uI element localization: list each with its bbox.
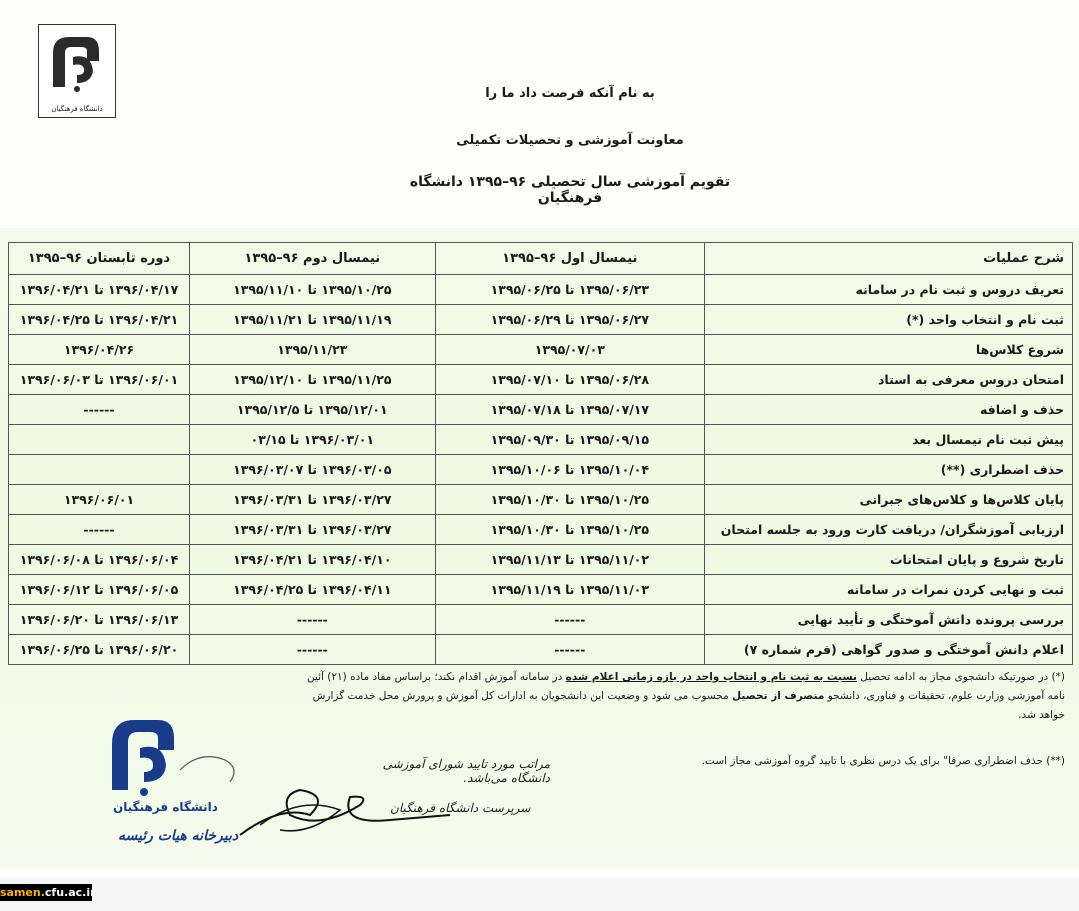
cell-semester1: ------: [435, 605, 704, 635]
cell-summer: ۱۳۹۶/۰۴/۲۱ تا ۱۳۹۶/۰۴/۲۵: [9, 305, 190, 335]
table-row: [9, 425, 1073, 455]
table-row: [9, 305, 1073, 335]
cell-description: ثبت نام و انتخاب واحد (*): [705, 305, 1073, 335]
footer-bar: [0, 878, 1079, 911]
cell-summer: ۱۳۹۶/۰۴/۲۶: [9, 335, 190, 365]
column-header-summer: دوره تابستان ۹۶–۱۳۹۵: [9, 243, 190, 275]
handwritten-signature-icon: [220, 735, 550, 855]
cell-semester1: ۱۳۹۵/۰۶/۲۸ تا ۱۳۹۵/۰۷/۱۰: [435, 365, 704, 395]
cell-summer: ۱۳۹۶/۰۶/۲۰ تا ۱۳۹۶/۰۶/۲۵: [9, 635, 190, 665]
cell-semester1: ۱۳۹۵/۰۷/۰۳: [435, 335, 704, 365]
cell-description: شروع کلاس‌ها: [705, 335, 1073, 365]
farhangian-blue-logo-icon: [100, 710, 250, 800]
page-title: تقویم آموزشی سال تحصیلی ۹۶–۱۳۹۵ دانشگاه فرهنگیان: [409, 174, 731, 206]
note1-underlined: نسبت به ثبت نام و انتخاب واحد در بازه زمانی اعلام شده: [565, 671, 857, 683]
cell-semester2: ------: [189, 635, 435, 665]
cell-semester1: ۱۳۹۵/۱۱/۰۳ تا ۱۳۹۵/۱۱/۱۹: [435, 575, 704, 605]
signature-area: [220, 735, 550, 855]
cell-description: امتحان دروس معرفی به استاد: [705, 365, 1073, 395]
signature-title-text: سرپرست دانشگاه فرهنگیان: [390, 801, 531, 815]
note1-part-d: محسوب می شود و وضعیت این دانشجویان به ادارات کل آموزش و پرورش محل خدمت گزارش خواهد شد.: [312, 690, 1065, 721]
cell-description: تاریخ شروع و پایان امتحانات: [705, 545, 1073, 575]
cell-summer: ۱۳۹۶/۰۶/۰۱ تا ۱۳۹۶/۰۶/۰۳: [9, 365, 190, 395]
table-row: [9, 635, 1073, 665]
table-row: [9, 485, 1073, 515]
cell-description: تعریف دروس و ثبت نام در سامانه: [705, 275, 1073, 305]
cell-semester1: ۱۳۹۵/۰۶/۲۳ تا ۱۳۹۵/۰۶/۲۵: [435, 275, 704, 305]
cell-summer: ۱۳۹۶/۰۶/۰۴ تا ۱۳۹۶/۰۶/۰۸: [9, 545, 190, 575]
table-row: [9, 335, 1073, 365]
cell-semester2: ۱۳۹۶/۰۳/۲۷ تا ۱۳۹۶/۰۳/۳۱: [189, 485, 435, 515]
cell-semester2: ۱۳۹۵/۱۱/۲۳: [189, 335, 435, 365]
column-header-semester2: نیمسال دوم ۹۶–۱۳۹۵: [189, 243, 435, 275]
logo-caption: دانشگاه فرهنگیان: [51, 105, 103, 113]
cell-semester2: ۱۳۹۵/۱۱/۱۹ تا ۱۳۹۵/۱۱/۲۱: [189, 305, 435, 335]
table-row: [9, 395, 1073, 425]
header-basmala: به نام آنکه فرصت داد ما را: [485, 86, 655, 101]
cell-semester2: ۱۳۹۵/۱۰/۲۵ تا ۱۳۹۵/۱۱/۱۰: [189, 275, 435, 305]
cell-summer: ۱۳۹۶/۰۶/۱۳ تا ۱۳۹۶/۰۶/۲۰: [9, 605, 190, 635]
cell-semester2: ۱۳۹۶/۰۴/۱۰ تا ۱۳۹۶/۰۴/۲۱: [189, 545, 435, 575]
cell-semester1: ۱۳۹۵/۰۷/۱۷ تا ۱۳۹۵/۰۷/۱۸: [435, 395, 704, 425]
cell-summer: ۱۳۹۶/۰۶/۰۵ تا ۱۳۹۶/۰۶/۱۲: [9, 575, 190, 605]
cell-summer: ۱۳۹۶/۰۴/۱۷ تا ۱۳۹۶/۰۴/۲۱: [9, 275, 190, 305]
cell-description: ارزیابی آموزشگران/ دریافت کارت ورود به جلسه امتحان: [705, 515, 1073, 545]
column-header-description: شرح عملیات: [705, 243, 1073, 275]
table-row: [9, 275, 1073, 305]
site-watermark: [0, 884, 96, 901]
table-row: [9, 515, 1073, 545]
cell-summer: ------: [9, 515, 190, 545]
cell-semester1: ۱۳۹۵/۰۹/۱۵ تا ۱۳۹۵/۰۹/۳۰: [435, 425, 704, 455]
header-department: معاونت آموزشی و تحصیلات تکمیلی: [456, 133, 684, 148]
stamp-caption-secretariat: دبیرخانه هیات رئیسه: [118, 828, 239, 844]
table-row: [9, 575, 1073, 605]
cell-description: پایان کلاس‌ها و کلاس‌های جبرانی: [705, 485, 1073, 515]
university-logo: [38, 24, 116, 118]
stamp-caption-university: دانشگاه فرهنگیان: [113, 800, 218, 814]
table-row: [9, 545, 1073, 575]
signature-approval-text: مراتب مورد تایید شورای آموزشی دانشگاه می‌باشد.: [382, 757, 550, 785]
site-prefix: samen.: [0, 886, 45, 899]
table-header-row: [9, 243, 1073, 275]
cell-semester1: ------: [435, 635, 704, 665]
note1-part-b: در سامانه آموزش اقدام نکند؛ براساس مفاد ماده (۲۱) آئین: [306, 671, 563, 683]
cell-description: پیش ثبت نام نیمسال بعد: [705, 425, 1073, 455]
cell-semester2: ------: [189, 605, 435, 635]
note1-bold: منصرف از تحصیل: [732, 690, 825, 702]
column-header-semester1: نیمسال اول ۹۶–۱۳۹۵: [435, 243, 704, 275]
cell-semester2: ۱۳۹۶/۰۳/۲۷ تا ۱۳۹۶/۰۳/۳۱: [189, 515, 435, 545]
table-row: [9, 365, 1073, 395]
farhangian-logo-icon: [47, 31, 105, 95]
cell-semester2: ۱۳۹۶/۰۳/۰۵ تا ۱۳۹۶/۰۳/۰۷: [189, 455, 435, 485]
note1-part-a: (*) در صورتیکه دانشجوی مجاز به ادامه تحصیل: [860, 671, 1065, 683]
cell-summer: ۱۳۹۶/۰۶/۰۱: [9, 485, 190, 515]
cell-semester2: ۱۳۹۵/۱۱/۲۵ تا ۱۳۹۵/۱۲/۱۰: [189, 365, 435, 395]
cell-summer: ------: [9, 395, 190, 425]
cell-semester2: ۱۳۹۶/۰۴/۱۱ تا ۱۳۹۶/۰۴/۲۵: [189, 575, 435, 605]
cell-description: حذف اضطراری (**): [705, 455, 1073, 485]
cell-semester1: ۱۳۹۵/۱۰/۰۴ تا ۱۳۹۵/۱۰/۰۶: [435, 455, 704, 485]
cell-semester2: ۱۳۹۵/۱۲/۰۱ تا ۱۳۹۵/۱۲/۵: [189, 395, 435, 425]
cell-description: حذف و اضافه: [705, 395, 1073, 425]
cell-semester1: ۱۳۹۵/۰۶/۲۷ تا ۱۳۹۵/۰۶/۲۹: [435, 305, 704, 335]
note-registration: [300, 668, 1065, 725]
cell-semester1: ۱۳۹۵/۱۱/۰۲ تا ۱۳۹۵/۱۱/۱۳: [435, 545, 704, 575]
site-suffix: cfu.ac.ir: [44, 886, 96, 899]
note1-part-c: نامه آموزشی وزارت علوم، تحقیقات و فناوری، دانشجو: [827, 690, 1065, 702]
cell-summer: [9, 455, 190, 485]
cell-description: اعلام دانش آموختگی و صدور گواهی (فرم شماره ۷): [705, 635, 1073, 665]
cell-summer: [9, 425, 190, 455]
cell-description: بررسی پرونده دانش آموختگی و تأیید نهایی: [705, 605, 1073, 635]
table-row: [9, 455, 1073, 485]
cell-semester1: ۱۳۹۵/۱۰/۲۵ تا ۱۳۹۵/۱۰/۳۰: [435, 485, 704, 515]
note-emergency-drop: (**) حذف اضطراری صرفا" برای یک درس نظری با تایید گروه آموزشی مجاز است.: [701, 755, 1065, 767]
academic-calendar-table: [8, 242, 1073, 665]
table-row: [9, 605, 1073, 635]
cell-semester1: ۱۳۹۵/۱۰/۲۵ تا ۱۳۹۵/۱۰/۳۰: [435, 515, 704, 545]
cell-semester2: ۱۳۹۶/۰۳/۰۱ تا ۰۳/۱۵: [189, 425, 435, 455]
cell-description: ثبت و نهایی کردن نمرات در سامانه: [705, 575, 1073, 605]
